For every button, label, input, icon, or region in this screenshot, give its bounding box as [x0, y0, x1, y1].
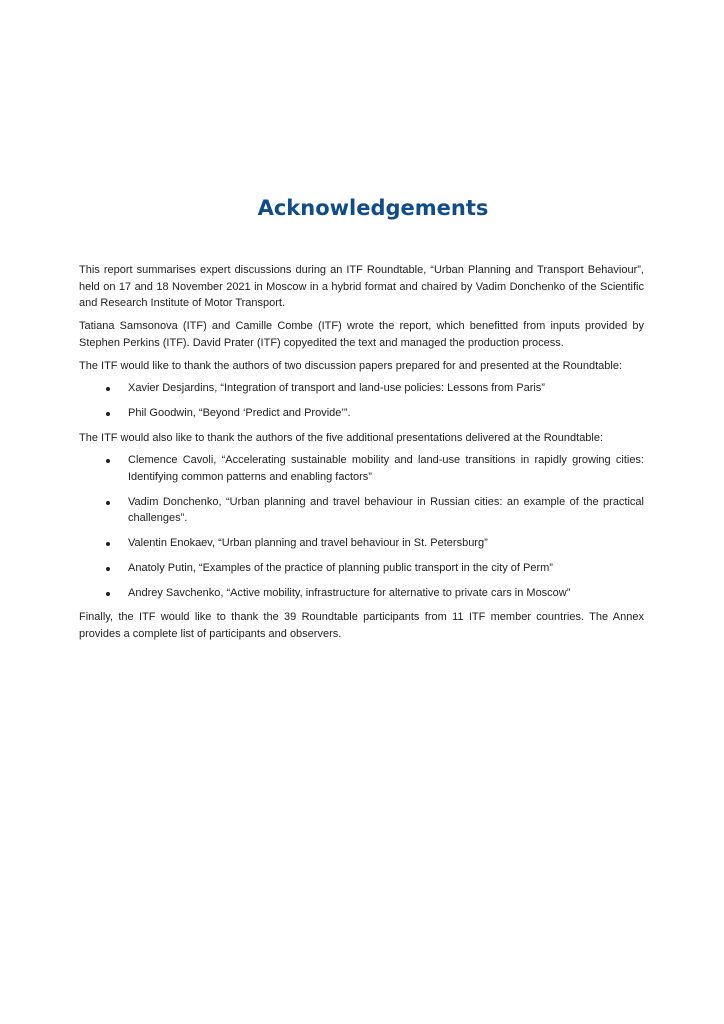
list-item-text: Anatoly Putin, “Examples of the practice of planning public transport in the city of Perm” — [128, 561, 553, 574]
presentations-intro: The ITF would also like to thank the authors of the five additional presentations delivered at the Roundtable: — [79, 431, 604, 444]
list-item-text: Vadim Donchenko, “Urban planning and travel behaviour in Russian cities: an example of the practical challenges”. — [128, 495, 644, 525]
bullet-icon — [106, 412, 110, 416]
discussion-papers-list — [79, 380, 644, 421]
list-item — [79, 585, 644, 602]
list-item — [79, 380, 644, 397]
list-item — [79, 535, 644, 552]
list-item — [79, 405, 644, 422]
list-item — [79, 560, 644, 577]
bullet-icon — [106, 567, 110, 571]
bullet-icon — [106, 592, 110, 596]
list-item-text: Valentin Enokaev, “Urban planning and travel behaviour in St. Petersburg” — [128, 537, 488, 550]
intro-paragraph: This report summarises expert discussions during an ITF Roundtable, “Urban Planning and Transport Behaviour”, held on 17 and 18 November 2021 in Moscow in a hybrid format and chaired by Vadim Donchenko of the Scientific and Research Institute of Motor Transport. — [79, 264, 644, 310]
list-item — [79, 494, 644, 527]
acknowledgements-body — [79, 262, 644, 649]
bullet-icon — [106, 459, 110, 463]
list-item-text: Xavier Desjardins, “Integration of transport and land-use policies: Lessons from Paris” — [128, 382, 545, 395]
page-title: Acknowledgements — [257, 196, 489, 220]
bullet-icon — [106, 387, 110, 391]
list-item-text: Clemence Cavoli, “Accelerating sustainable mobility and land-use transitions in rapidly growing cities: Identifying common patterns and enabling factors” — [128, 454, 644, 484]
list-item-text: Phil Goodwin, “Beyond ‘Predict and Provide’”. — [128, 406, 351, 419]
bullet-icon — [106, 501, 110, 505]
bullet-icon — [106, 542, 110, 546]
presentations-list — [79, 452, 644, 601]
authors-paragraph: Tatiana Samsonova (ITF) and Camille Combe (ITF) wrote the report, which benefitted from inputs provided by Stephen Perkins (ITF). David Prater (ITF) copyedited the text and managed the production process. — [79, 320, 644, 349]
list-item-text: Andrey Savchenko, “Active mobility, infrastructure for alternative to private cars in Moscow” — [128, 586, 571, 599]
closing-paragraph: Finally, the ITF would like to thank the 39 Roundtable participants from 11 ITF member countries. The Annex provides a complete list of participants and observers. — [79, 611, 644, 640]
list-item — [79, 452, 644, 485]
discussion-papers-intro: The ITF would like to thank the authors of two discussion papers prepared for and presented at the Roundtable: — [79, 359, 622, 372]
